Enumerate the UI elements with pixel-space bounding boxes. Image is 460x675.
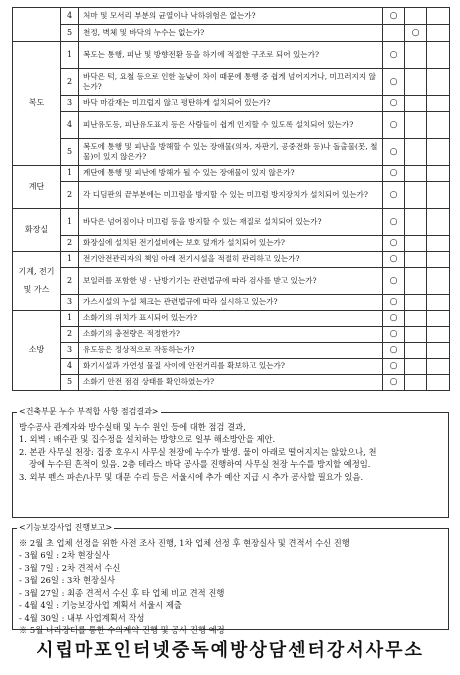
no-mark [405, 112, 427, 139]
progress-line: - 4월 4일 : 기능보강사업 계획서 서울시 제출 [19, 600, 182, 611]
notes-line: 방수공사 관계자와 방수실태 및 누수 원인 등에 대한 점검 결과, [19, 422, 246, 432]
item-text: 복도는 통행, 피난 및 방향전환 등을 하기에 적절한 구조로 되어 있는가? [79, 42, 383, 69]
na-mark [427, 209, 450, 236]
item-text: 계단에 통행 및 피난에 방해가 될 수 있는 장애물이 있지 않은가? [79, 166, 383, 182]
item-text: 소화기의 위치가 표시되어 있는가? [79, 311, 383, 327]
table-row [13, 295, 450, 311]
na-mark [427, 268, 450, 295]
na-mark [427, 375, 450, 391]
item-text: 가스시설의 누설 체크는 관련법규에 따라 실시하고 있는가? [79, 295, 383, 311]
category-cell: 계단 [13, 166, 61, 209]
table-row [13, 359, 450, 375]
no-mark [405, 166, 427, 182]
yes-mark: ○ [383, 166, 405, 182]
progress-line: - 3월 7일 : 2차 견적서 수신 [19, 562, 121, 573]
table-row [13, 139, 450, 166]
inspection-results-box [12, 407, 449, 518]
no-mark [405, 327, 427, 343]
no-mark [405, 295, 427, 311]
no-mark [405, 311, 427, 327]
no-mark [405, 268, 427, 295]
na-mark [427, 359, 450, 375]
yes-mark: ○ [383, 8, 405, 25]
na-mark [427, 252, 450, 268]
item-number: 3 [61, 295, 79, 311]
yes-mark: ○ [383, 311, 405, 327]
category-cell: 기계, 전기 및 가스 [13, 252, 61, 311]
category-cell: 소방 [13, 311, 61, 391]
item-number: 1 [61, 42, 79, 69]
item-text: 화장실에 설치된 전기설비에는 보호 덮개가 설치되어 있는가? [79, 236, 383, 252]
item-text: 소화기의 충전량은 적정한가? [79, 327, 383, 343]
no-mark: ○ [405, 25, 427, 42]
table-row [13, 252, 450, 268]
no-mark [405, 182, 427, 209]
na-mark [427, 42, 450, 69]
item-number: 2 [61, 327, 79, 343]
organization-name: 시립마포인터넷중독예방상담센터강서사무소 [36, 640, 424, 661]
yes-mark: ○ [383, 327, 405, 343]
notes-line: 1. 외벽 : 배수관 및 집수정을 설치하는 방향으로 일부 해소방안을 제안. [19, 434, 276, 445]
yes-mark: ○ [383, 112, 405, 139]
item-number: 2 [61, 236, 79, 252]
yes-mark: ○ [383, 69, 405, 96]
na-mark [427, 182, 450, 209]
table-row [13, 112, 450, 139]
progress-line: ※ 2월 초 업체 선정을 위한 사전 조사 진행, 1차 업체 선정 후 현장실사 및 견적서 수신 진행 [19, 538, 350, 548]
category-cell: 복도 [13, 42, 61, 166]
na-mark [427, 236, 450, 252]
yes-mark [383, 25, 405, 42]
na-mark [427, 139, 450, 166]
table-row [13, 25, 450, 42]
notes-line: 3. 외부 펜스 파손/나무 및 대문 수리 등은 서울시에 추가 예산 지급 시 추가 공사할 필요가 있음. [19, 471, 364, 482]
na-mark [427, 327, 450, 343]
progress-line: - 4월 30일 : 내부 사업계획서 작성 [19, 612, 145, 623]
item-number: 4 [61, 112, 79, 139]
no-mark [405, 359, 427, 375]
item-number: 2 [61, 69, 79, 96]
no-mark [405, 8, 427, 25]
na-mark [427, 295, 450, 311]
no-mark [405, 42, 427, 69]
no-mark [405, 209, 427, 236]
progress-line: - 3월 6일 : 2차 현장실사 [19, 550, 110, 561]
no-mark [405, 252, 427, 268]
table-row [13, 69, 450, 96]
safety-checklist-table [12, 7, 450, 391]
item-number: 1 [61, 252, 79, 268]
na-mark [427, 25, 450, 42]
item-number: 3 [61, 343, 79, 359]
na-mark [427, 343, 450, 359]
yes-mark: ○ [383, 252, 405, 268]
item-number: 4 [61, 359, 79, 375]
notes-line: 2. 본관 사무실 천장: 집중 호우시 사무실 천장에 누수가 발생. 물이 아래로 떨어지지는 않았으나, 천 [19, 446, 377, 457]
item-text: 보일러를 포함한 냉 · 난방기기는 관련법규에 따라 검사를 받고 있는가? [79, 268, 383, 295]
table-row [13, 42, 450, 69]
yes-mark: ○ [383, 139, 405, 166]
category-cell [13, 8, 61, 42]
item-text: 유도등은 정상적으로 작동하는가? [79, 343, 383, 359]
table-row [13, 268, 450, 295]
table-row [13, 8, 450, 25]
yes-mark: ○ [383, 359, 405, 375]
no-mark [405, 96, 427, 112]
item-text: 전기안전관리자의 책임 아래 전기시설을 적절히 관리하고 있는가? [79, 252, 383, 268]
table-row [13, 375, 450, 391]
no-mark [405, 139, 427, 166]
item-text: 바닥 마감재는 미끄럽지 않고 평탄하게 설치되어 있는가? [79, 96, 383, 112]
item-text: 피난유도등, 피난유도표지 등은 사람들이 쉽게 인지할 수 있도록 설치되어 있는가? [79, 112, 383, 139]
no-mark [405, 375, 427, 391]
no-mark [405, 69, 427, 96]
na-mark [427, 8, 450, 25]
na-mark [427, 96, 450, 112]
item-number: 5 [61, 25, 79, 42]
item-text: 바닥은 턱, 요철 등으로 인한 높낮이 차이 때문에 통행 중 쉽게 넘어지거나, 미끄러지지 않는가? [79, 69, 383, 96]
inspection-results-title: <건축부문 누수 부적합 사항 점검결과> [19, 407, 159, 416]
yes-mark: ○ [383, 375, 405, 391]
progress-report-title: <기능보강사업 진행보고> [19, 523, 113, 532]
table-row [13, 343, 450, 359]
yes-mark: ○ [383, 343, 405, 359]
notes-line: 장에 누수된 흔적이 있음. 2층 테라스 바닥 공사를 진행하여 사무실 천장 누수를 방지할 예정임. [29, 459, 371, 470]
no-mark [405, 343, 427, 359]
progress-line: ※ 5월 나라장터를 통한 수의계약 진행 및 공사 진행 예정 [19, 625, 225, 636]
item-number: 4 [61, 8, 79, 25]
table-row [13, 236, 450, 252]
na-mark [427, 311, 450, 327]
table-row [13, 209, 450, 236]
yes-mark: ○ [383, 42, 405, 69]
table-row [13, 311, 450, 327]
item-text: 바닥은 넘어짐이나 미끄럼 등을 방지할 수 있는 재질로 설치되어 있는가? [79, 209, 383, 236]
item-text: 복도에 통행 및 피난을 방해할 수 있는 장애물(의자, 자판기, 공중전화 등)나 돌출물(못, 철물)이 있지 않은가? [79, 139, 383, 166]
item-number: 2 [61, 268, 79, 295]
progress-line: - 3월 27일 : 최종 견적서 수신 후 타 업체 비교 견적 진행 [19, 587, 225, 598]
item-number: 5 [61, 375, 79, 391]
yes-mark: ○ [383, 236, 405, 252]
item-text: 천정, 벽체 및 바닥의 누수는 없는가? [79, 25, 383, 42]
item-text: 처마 및 모서리 부분의 균열이나 낙하위험은 없는가? [79, 8, 383, 25]
table-row [13, 182, 450, 209]
item-text: 화기시설과 가연성 물질 사이에 안전거리를 확보하고 있는가? [79, 359, 383, 375]
yes-mark: ○ [383, 209, 405, 236]
table-row [13, 166, 450, 182]
na-mark [427, 69, 450, 96]
progress-report-box [12, 523, 449, 636]
item-number: 1 [61, 209, 79, 236]
na-mark [427, 112, 450, 139]
category-cell: 화장실 [13, 209, 61, 252]
table-row [13, 327, 450, 343]
yes-mark: ○ [383, 268, 405, 295]
yes-mark: ○ [383, 96, 405, 112]
item-number: 1 [61, 166, 79, 182]
item-number: 5 [61, 139, 79, 166]
item-number: 3 [61, 96, 79, 112]
yes-mark: ○ [383, 295, 405, 311]
table-row [13, 96, 450, 112]
yes-mark: ○ [383, 182, 405, 209]
progress-line: - 3월 26일 : 3차 현장실사 [19, 575, 116, 586]
item-text: 소화기 안전 점검 상태를 확인하였는가? [79, 375, 383, 391]
no-mark [405, 236, 427, 252]
item-number: 2 [61, 182, 79, 209]
na-mark [427, 166, 450, 182]
item-number: 1 [61, 311, 79, 327]
item-text: 각 디딤판의 끝부분에는 미끄럼을 방지할 수 있는 미끄럼 방지장치가 설치되어 있는가? [79, 182, 383, 209]
